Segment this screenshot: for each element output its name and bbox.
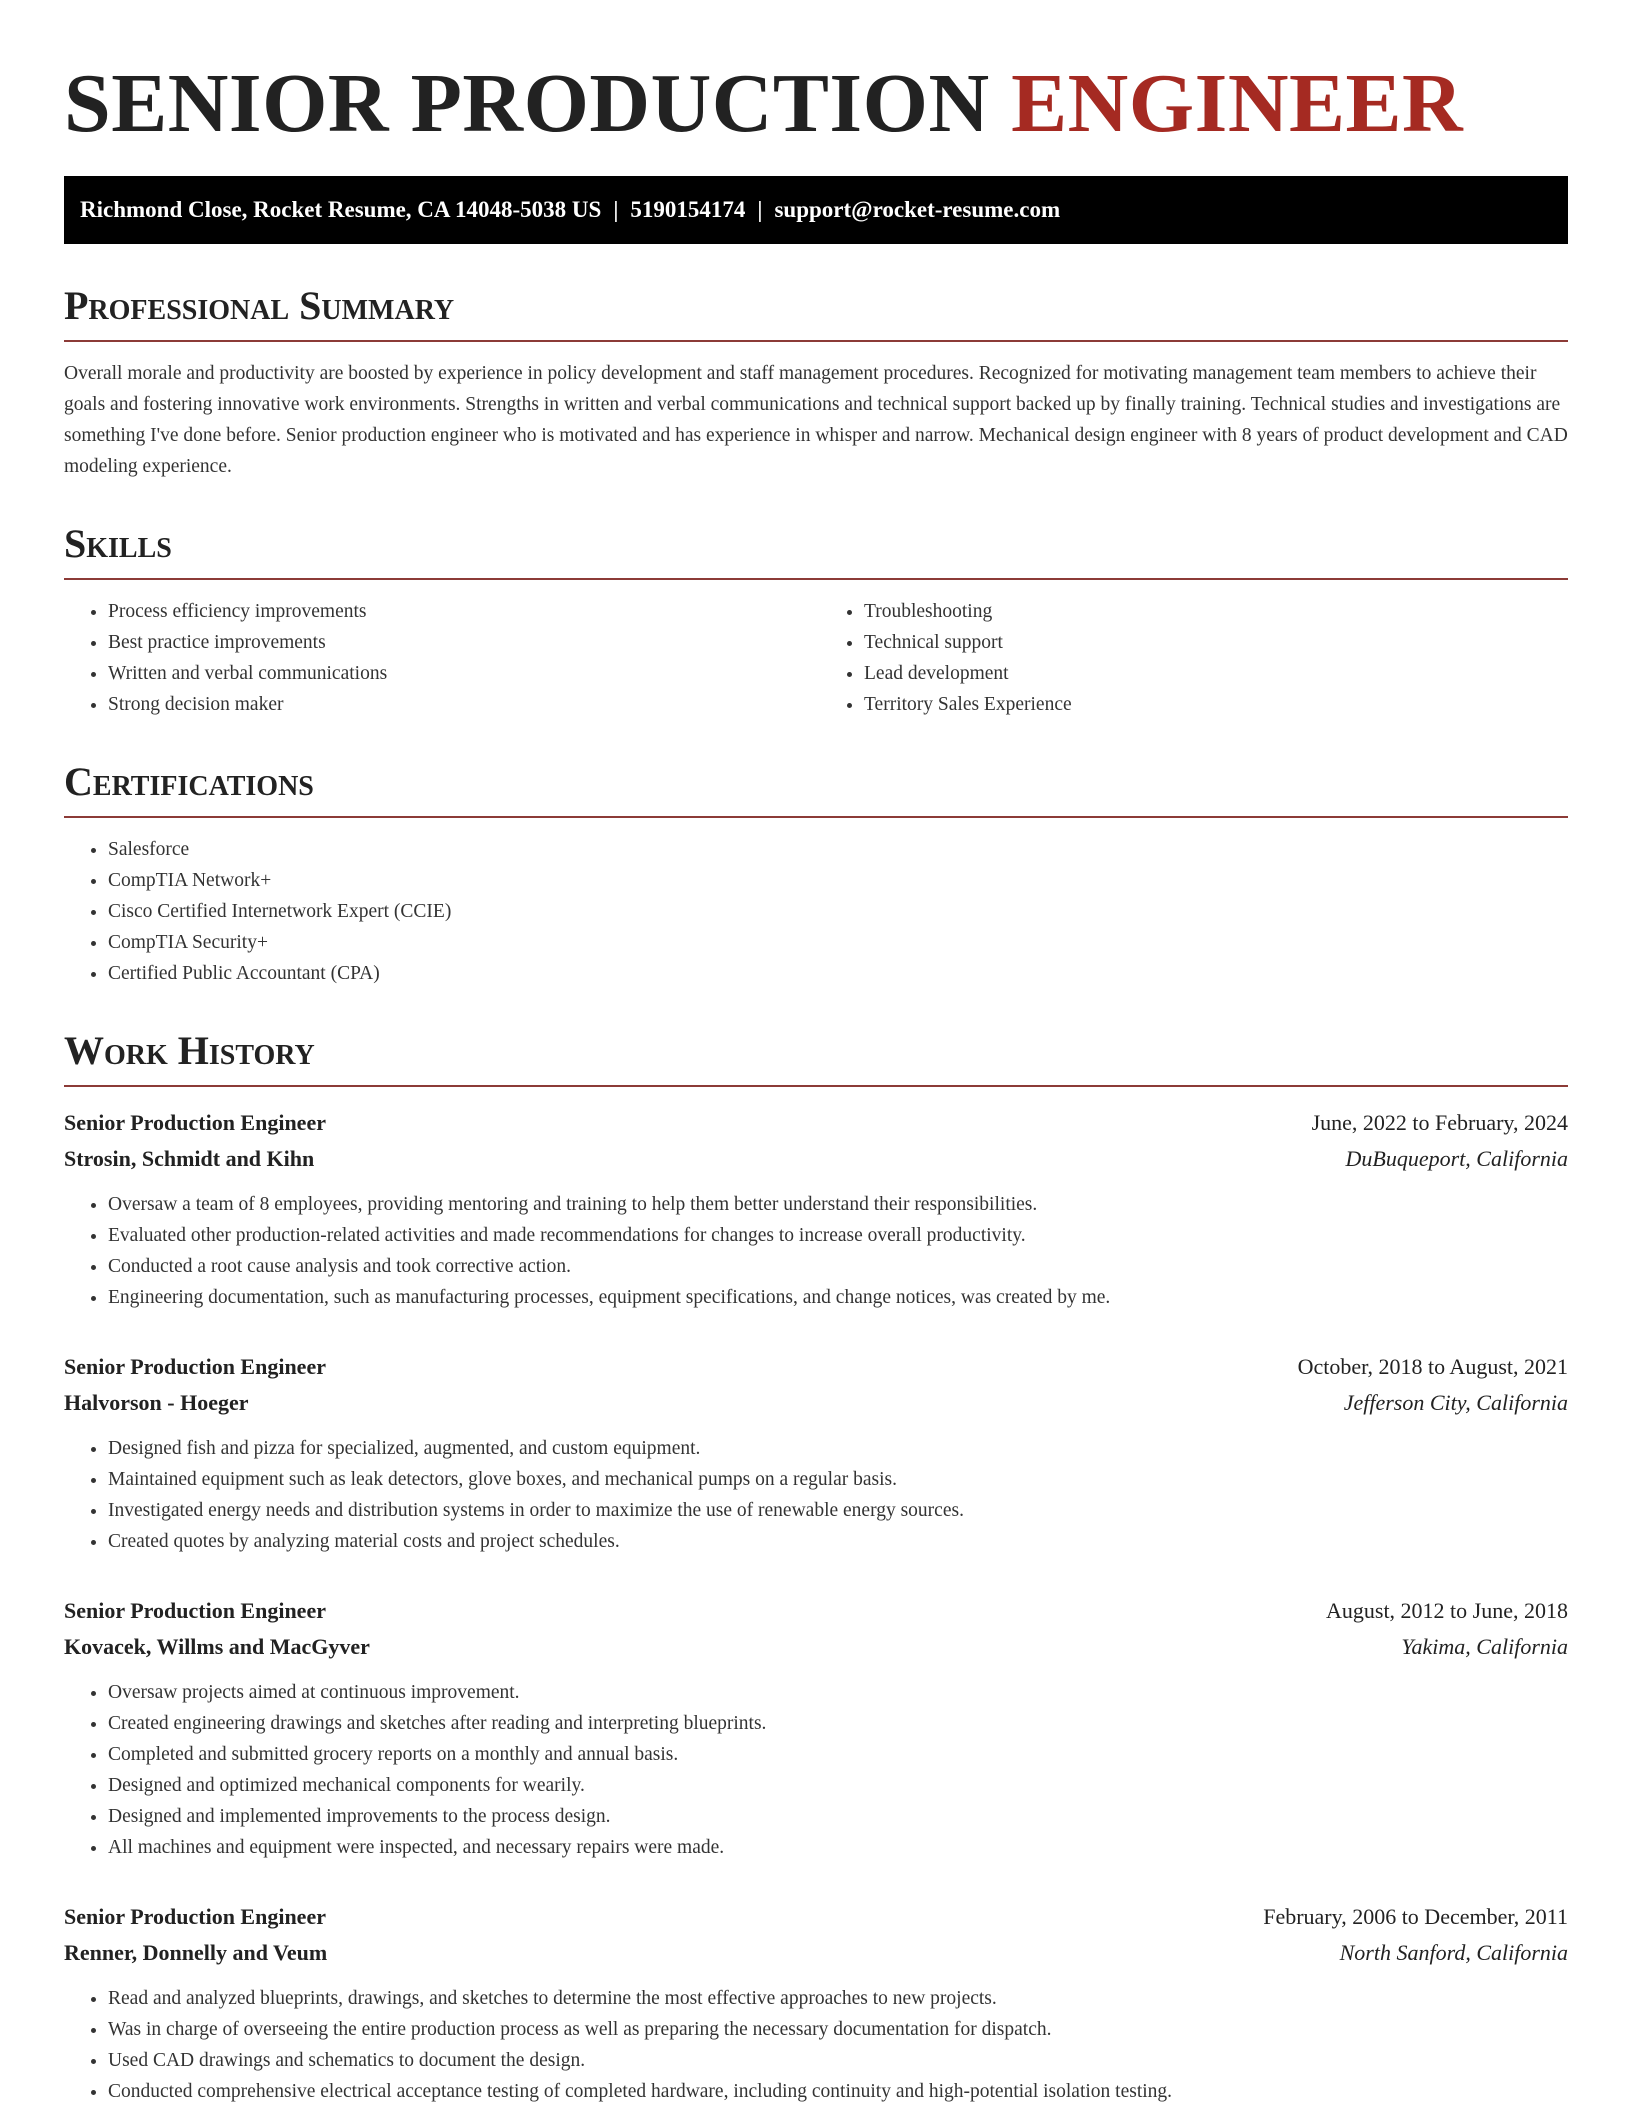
job-duty: • Completed and submitted grocery reports on a monthly and annual basis.: [108, 1739, 1568, 1770]
job-duty: • Maintained equipment such as leak detectors, glove boxes, and mechanical pumps on a regular basis.: [108, 1464, 1568, 1495]
job-location: DuBuqueport, California: [1345, 1146, 1568, 1171]
skills-grid: [64, 596, 1568, 720]
job-company-row: [64, 1141, 1568, 1177]
job-header-row: [64, 1593, 1568, 1629]
job-duties: [64, 1433, 1568, 1557]
contact-address: Richmond Close, Rocket Resume, CA 14048-5038 US: [80, 197, 602, 222]
certifications-list: [64, 834, 1568, 989]
certification-item: • Cisco Certified Internetwork Expert (CCIE): [108, 896, 1568, 927]
job-duty: • Created engineering drawings and sketches after reading and interpreting blueprints.: [108, 1708, 1568, 1739]
skill-item: • Troubleshooting: [864, 596, 1568, 627]
contact-separator: |: [757, 197, 763, 222]
summary-text: Overall morale and productivity are boosted by experience in policy development and staff management procedures. Recognized for motivating management team members to achieve their goals and fostering innovative work environments. Strengths in written and verbal communications and technical support backed up by finally training. Technical studies and investigations are something I've done before. Senior production engineer who is motivated and has experience in whisper and narrow. Mechanical design engineer with 8 years of product development and CAD modeling experience.: [64, 363, 1568, 477]
job-duty: • Conducted a root cause analysis and took corrective action.: [108, 1251, 1568, 1282]
skill-item: • Strong decision maker: [108, 689, 816, 720]
job-location: Yakima, California: [1401, 1634, 1568, 1659]
skill-item: • Territory Sales Experience: [864, 689, 1568, 720]
work-history-section: [64, 1029, 1568, 2107]
job-duty: • All machines and equipment were inspected, and necessary repairs were made.: [108, 1832, 1568, 1863]
certifications-heading: Certifications: [64, 760, 1568, 818]
job-header-row: [64, 1899, 1568, 1935]
contact-phone: 5190154174: [630, 197, 746, 222]
skills-heading: Skills: [64, 522, 1568, 580]
job-location: Jefferson City, California: [1343, 1390, 1568, 1415]
skill-item: • Technical support: [864, 627, 1568, 658]
job-title: Senior Production Engineer: [64, 1354, 326, 1379]
job-duty: • Designed and implemented improvements to the process design.: [108, 1801, 1568, 1832]
summary-heading: Professional Summary: [64, 284, 1568, 342]
job-duty: • Evaluated other production-related activities and made recommendations for changes to increase overall productivity.: [108, 1220, 1568, 1251]
job-header-row: [64, 1105, 1568, 1141]
summary-section: [64, 284, 1568, 482]
job-entry: [64, 1899, 1568, 2107]
contact-separator: |: [613, 197, 619, 222]
job-company-row: [64, 1629, 1568, 1665]
work-history-heading: Work History: [64, 1029, 1568, 1087]
job-duties: [64, 1189, 1568, 1313]
job-duties: [64, 1677, 1568, 1863]
job-company: Kovacek, Willms and MacGyver: [64, 1634, 370, 1659]
job-duty: • Created quotes by analyzing material costs and project schedules.: [108, 1526, 1568, 1557]
job-duty: • Designed and optimized mechanical components for wearily.: [108, 1770, 1568, 1801]
job-header-row: [64, 1349, 1568, 1385]
job-entry: [64, 1593, 1568, 1863]
job-duty: • Engineering documentation, such as manufacturing processes, equipment specifications, and change notices, was created by me.: [108, 1282, 1568, 1313]
job-title: Senior Production Engineer: [64, 1598, 326, 1623]
job-title: Senior Production Engineer: [64, 1110, 326, 1135]
job-company-row: [64, 1385, 1568, 1421]
job-duty: • Oversaw a team of 8 employees, providing mentoring and training to help them better understand their responsibilities.: [108, 1189, 1568, 1220]
job-company: Renner, Donnelly and Veum: [64, 1940, 328, 1965]
certification-item: • Salesforce: [108, 834, 1568, 865]
job-title: Senior Production Engineer: [64, 1904, 326, 1929]
job-dates: August, 2012 to June, 2018: [1326, 1598, 1568, 1623]
certification-item: • CompTIA Network+: [108, 865, 1568, 896]
job-location: North Sanford, California: [1339, 1940, 1568, 1965]
job-company: Strosin, Schmidt and Kihn: [64, 1146, 315, 1171]
skills-list-left: [64, 596, 816, 720]
job-company: Halvorson - Hoeger: [64, 1390, 249, 1415]
job-duty: • Used CAD drawings and schematics to document the design.: [108, 2045, 1568, 2076]
contact-email: support@rocket-resume.com: [774, 197, 1061, 222]
contact-bar: [64, 176, 1568, 244]
job-duties: [64, 1983, 1568, 2107]
job-duty: • Oversaw projects aimed at continuous improvement.: [108, 1677, 1568, 1708]
job-duty: • Was in charge of overseeing the entire production process as well as preparing the necessary documentation for dispatch.: [108, 2014, 1568, 2045]
job-duty: • Investigated energy needs and distribution systems in order to maximize the use of renewable energy sources.: [108, 1495, 1568, 1526]
certification-item: • Certified Public Accountant (CPA): [108, 958, 1568, 989]
job-dates: February, 2006 to December, 2011: [1263, 1904, 1568, 1929]
certification-item: • CompTIA Security+: [108, 927, 1568, 958]
job-entry: [64, 1105, 1568, 1313]
skill-item: • Lead development: [864, 658, 1568, 689]
job-dates: October, 2018 to August, 2021: [1297, 1354, 1568, 1379]
job-company-row: [64, 1935, 1568, 1971]
certifications-section: [64, 760, 1568, 989]
skill-item: • Best practice improvements: [108, 627, 816, 658]
skills-section: [64, 522, 1568, 720]
job-entry: [64, 1349, 1568, 1557]
skills-list-right: [816, 596, 1568, 720]
job-duty: • Conducted comprehensive electrical acceptance testing of completed hardware, including continuity and high-potential isolation testing.: [108, 2076, 1568, 2107]
job-dates: June, 2022 to February, 2024: [1311, 1110, 1568, 1135]
skill-item: • Process efficiency improvements: [108, 596, 816, 627]
job-duty: • Read and analyzed blueprints, drawings, and sketches to determine the most effective approaches to new projects.: [108, 1983, 1568, 2014]
resume-title: [64, 56, 1568, 152]
title-accent: ENGINEER: [1011, 57, 1464, 150]
title-main: SENIOR PRODUCTION: [64, 57, 990, 150]
skill-item: • Written and verbal communications: [108, 658, 816, 689]
job-duty: • Designed fish and pizza for specialized, augmented, and custom equipment.: [108, 1433, 1568, 1464]
